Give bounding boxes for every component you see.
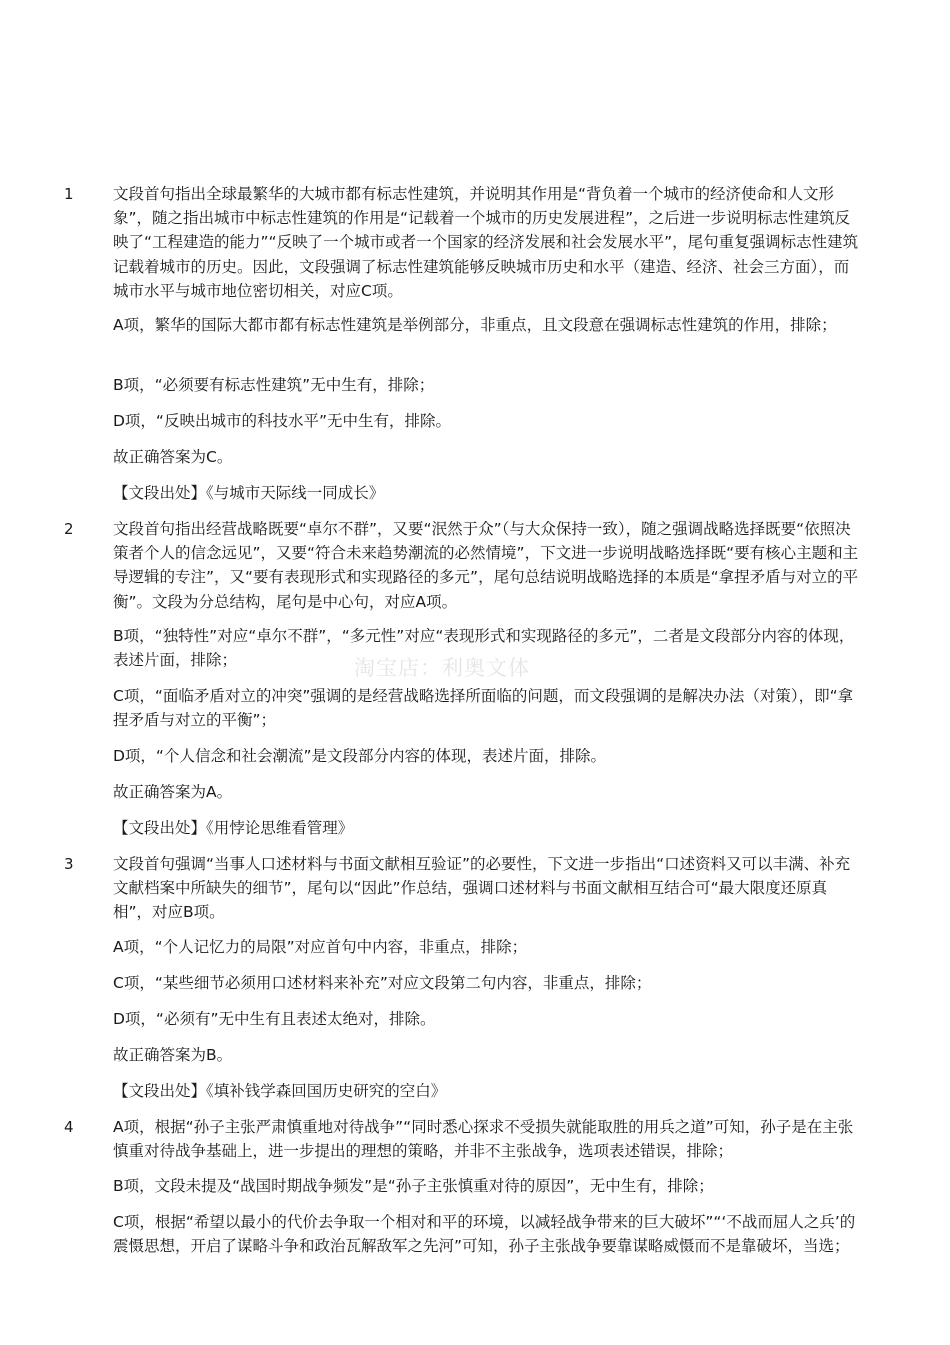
option-b-explanation: B项，文段未提及“战国时期战争频发”是“孙子主张慎重对待的原因”，无中生有，排除；	[113, 1177, 714, 1195]
analysis-paragraph: 文段首句指出全球最繁华的大城市都有标志性建筑，并说明其作用是“背负着一个城市的经济使命和人文形象”，随之指出城市中标志性建筑的作用是“记载着一个城市的历史发展进程”，之后进一步说明标志性建筑反映了“工程建造的能力”“反映了一个城市或者一个国家的经济发展和社会发展水平”，尾句重复强调标志性建筑记载着城市的历史。因此，文段强调了标志性建筑能够反映城市历史和水平（建造、经济、社会三方面），而城市水平与城市地位密切相关，对应C项。	[113, 185, 859, 300]
source-citation: 【文段出处】《用悖论思维看管理》	[113, 819, 354, 837]
source-citation: 【文段出处】《与城市天际线一同成长》	[113, 484, 385, 502]
question-number: 1	[64, 185, 74, 203]
option-b-explanation: B项，“必须要有标志性建筑”无中生有，排除；	[113, 376, 435, 394]
correct-answer: 故正确答案为C。	[113, 448, 233, 466]
option-d-explanation: D项，“个人信念和社会潮流”是文段部分内容的体现，表述片面，排除。	[113, 747, 606, 765]
question-number: 2	[64, 520, 74, 538]
option-c-explanation: C项，“某些细节必须用口述材料来补充”对应文段第二句内容，非重点，排除；	[113, 974, 652, 992]
option-c-explanation: C项，根据“希望以最小的代价去争取一个相对和平的环境，以减轻战争带来的巨大破坏”“‘不战而屈人之兵’的震慑思想，开启了谋略斗争和政治瓦解敌军之先河”可知，孙子主张战争要靠谋略威慑而不是靠破坏，当选；	[113, 1213, 856, 1256]
option-d-explanation: D项，“反映出城市的科技水平”无中生有，排除。	[113, 412, 451, 430]
analysis-paragraph: 文段首句强调“当事人口述材料与书面文献相互验证”的必要性，下文进一步指出“口述资料又可以丰满、补充文献档案中所缺失的细节”，尾句以“因此”作总结，强调口述材料与书面文献相互结合可“最大限度还原真相”，对应B项。	[113, 855, 851, 922]
correct-answer: 故正确答案为A。	[113, 783, 233, 801]
correct-answer: 故正确答案为B。	[113, 1046, 233, 1064]
watermark: 淘宝店：利奥文体	[354, 656, 530, 680]
option-b-explanation: B项，“独特性”对应“卓尔不群”，“多元性”对应“表现形式和实现路径的多元”，二者是文段部分内容的体现，表述片面，排除；	[113, 627, 855, 670]
option-c-explanation: C项，“面临矛盾对立的冲突”强调的是经营战略选择所面临的问题，而文段强调的是解决办法（对策），即“拿捏矛盾与对立的平衡”；	[113, 687, 854, 730]
option-a-explanation: A项，繁华的国际大都市都有标志性建筑是举例部分，非重点，且文段意在强调标志性建筑的作用，排除；	[113, 316, 837, 334]
option-d-explanation: D项，“必须有”无中生有且表述太绝对，排除。	[113, 1010, 436, 1028]
analysis-paragraph: 文段首句指出经营战略既要“卓尔不群”，又要“泯然于众”（与大众保持一致），随之强调战略选择既要“依照决策者个人的信念远见”，又要“符合未来趋势潮流的必然情境”，下文进一步说明战略选择既“要有核心主题和主导逻辑的专注”，又“要有表现形式和实现路径的多元”，尾句总结说明战略选择的本质是“拿捏矛盾与对立的平衡”。文段为分总结构，尾句是中心句，对应A项。	[113, 520, 859, 611]
option-a-explanation: A项，根据“孙子主张严肃慎重地对待战争”“同时悉心探求不受损失就能取胜的用兵之道”可知，孙子是在主张慎重对待战争基础上，进一步提出的理想的策略，并非不主张战争，选项表述错误，排除；	[113, 1118, 854, 1161]
source-citation: 【文段出处】《填补钱学森回国历史研究的空白》	[113, 1082, 447, 1100]
option-a-explanation: A项，“个人记忆力的局限”对应首句中内容，非重点，排除；	[113, 938, 528, 956]
question-number: 3	[64, 855, 74, 873]
question-number: 4	[64, 1118, 74, 1136]
